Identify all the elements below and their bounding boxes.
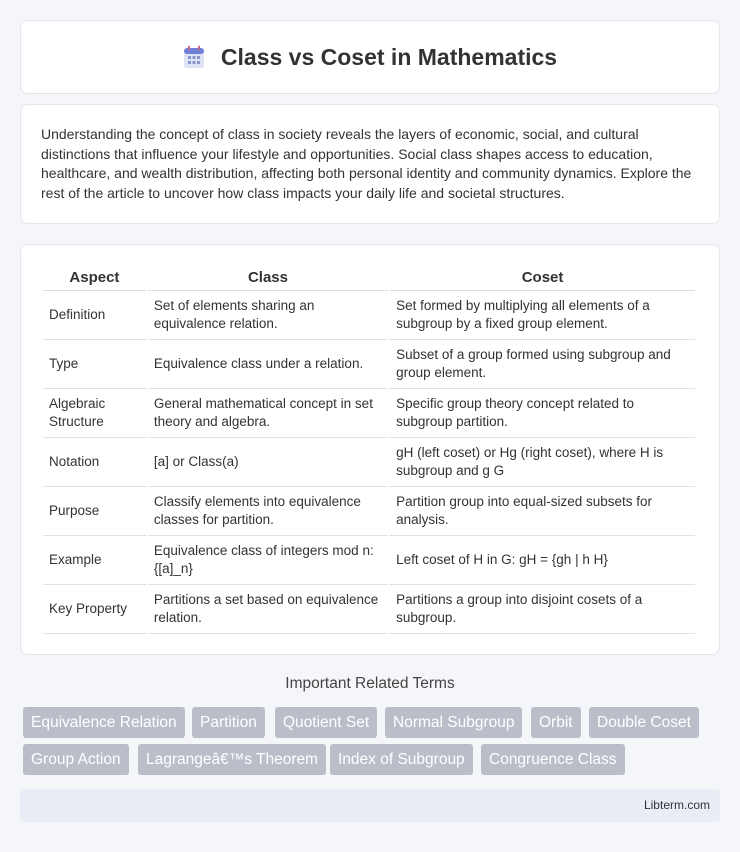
table-row xyxy=(43,536,695,585)
cell-coset: Set formed by multiplying all elements of a subgroup by a fixed group element. xyxy=(390,291,695,340)
comparison-table xyxy=(41,265,697,634)
related-term-tag[interactable]: Congruence Class xyxy=(481,744,625,775)
related-term-tag[interactable]: Orbit xyxy=(531,707,581,738)
cell-aspect: Key Property xyxy=(43,585,146,634)
cell-class: Set of elements sharing an equivalence relation. xyxy=(148,291,388,340)
table-header-row xyxy=(43,265,695,291)
intro-section xyxy=(20,104,720,224)
calendar-grid-icon xyxy=(183,45,205,69)
header-coset: Coset xyxy=(390,265,695,291)
table-row xyxy=(43,389,695,438)
table-row xyxy=(43,340,695,389)
related-term-tag[interactable]: Normal Subgroup xyxy=(385,707,522,738)
comparison-table-card xyxy=(20,244,720,655)
table-row xyxy=(43,585,695,634)
related-term-tag[interactable]: Index of Subgroup xyxy=(330,744,473,775)
cell-coset: Partitions a group into disjoint cosets of a subgroup. xyxy=(390,585,695,634)
footer-brand[interactable]: Libterm.com xyxy=(643,798,710,812)
cell-class: Partitions a set based on equivalence relation. xyxy=(148,585,388,634)
cell-coset: Specific group theory concept related to subgroup partition. xyxy=(390,389,695,438)
header-aspect: Aspect xyxy=(43,265,146,291)
related-term-tag[interactable]: Quotient Set xyxy=(275,707,377,738)
cell-aspect: Type xyxy=(43,340,146,389)
cell-aspect: Purpose xyxy=(43,487,146,536)
cell-aspect: Example xyxy=(43,536,146,585)
cell-aspect: Algebraic Structure xyxy=(43,389,146,438)
related-term-tag[interactable]: Double Coset xyxy=(589,707,699,738)
intro-text: Understanding the concept of class in society reveals the layers of economic, social, and cultural distinctions that influence your lifestyle and opportunities. Social class shapes access to education, healthcare, and wealth distribution, affecting both personal identity and community dynamics. Explore the rest of the article to uncover how class impacts your daily life and societal structures. xyxy=(41,126,692,201)
cell-coset: Partition group into equal-sized subsets for analysis. xyxy=(390,487,695,536)
table-row xyxy=(43,487,695,536)
page-header xyxy=(20,20,720,94)
cell-aspect: Definition xyxy=(43,291,146,340)
table-row xyxy=(43,438,695,487)
related-term-tag[interactable]: Lagrangeâ€™s Theorem xyxy=(138,744,326,775)
cell-class: Equivalence class under a relation. xyxy=(148,340,388,389)
cell-class: Equivalence class of integers mod n: {[a]_n} xyxy=(148,536,388,585)
related-term-tag[interactable]: Group Action xyxy=(23,744,129,775)
related-term-tag[interactable]: Partition xyxy=(192,707,265,738)
cell-coset: Left coset of H in G: gH = {gh | h H} xyxy=(390,536,695,585)
cell-coset: Subset of a group formed using subgroup and group element. xyxy=(390,340,695,389)
cell-class: Classify elements into equivalence classes for partition. xyxy=(148,487,388,536)
page-title: Class vs Coset in Mathematics xyxy=(220,43,558,70)
related-term-tag[interactable]: Equivalence Relation xyxy=(23,707,185,738)
header-class: Class xyxy=(148,265,388,291)
table-row xyxy=(43,291,695,340)
cell-coset: gH (left coset) or Hg (right coset), where H is subgroup and g G xyxy=(390,438,695,487)
related-terms-heading: Important Related Terms xyxy=(285,675,455,692)
cell-class: General mathematical concept in set theory and algebra. xyxy=(148,389,388,438)
footer xyxy=(20,789,720,822)
cell-aspect: Notation xyxy=(43,438,146,487)
cell-class: [a] or Class(a) xyxy=(148,438,388,487)
